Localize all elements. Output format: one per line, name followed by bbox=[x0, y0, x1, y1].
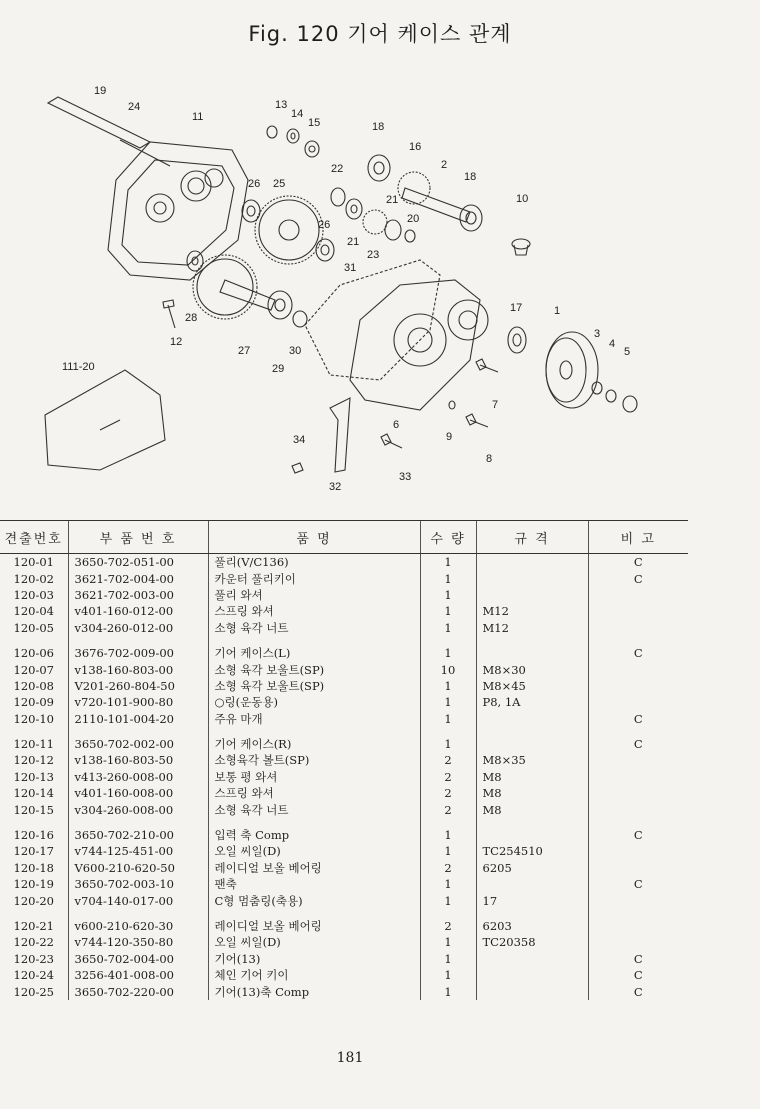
callout-label: 10 bbox=[516, 193, 529, 205]
table-row bbox=[0, 636, 688, 661]
quantity-cell: 1 bbox=[420, 983, 476, 999]
callout-label: 9 bbox=[446, 431, 453, 443]
part-number-cell: v138-160-803-00 bbox=[68, 661, 208, 677]
remarks-cell: C bbox=[588, 983, 688, 999]
table-row bbox=[0, 785, 688, 801]
remarks-cell bbox=[588, 752, 688, 768]
callout-label: 21 bbox=[347, 236, 360, 248]
exploded-parts-diagram bbox=[0, 70, 700, 510]
part-number-cell: 3676-702-009-00 bbox=[68, 636, 208, 661]
table-row bbox=[0, 860, 688, 876]
callout-label: 12 bbox=[170, 336, 183, 348]
table-row bbox=[0, 892, 688, 908]
callout-label: 21 bbox=[386, 194, 399, 206]
spec-cell: 17 bbox=[476, 892, 588, 908]
part-number-cell: 3256-401-008-00 bbox=[68, 967, 208, 983]
part-name-cell: 입력 축 Comp bbox=[208, 818, 420, 843]
spec-cell: 6203 bbox=[476, 909, 588, 934]
table-row bbox=[0, 967, 688, 983]
callout-label: 16 bbox=[409, 141, 422, 153]
table-row bbox=[0, 801, 688, 817]
callout-label: 27 bbox=[238, 345, 251, 357]
part-name-cell: 소형 육각 너트 bbox=[208, 620, 420, 636]
table-row bbox=[0, 983, 688, 999]
part-number-cell: 3650-702-003-10 bbox=[68, 876, 208, 892]
callout-label: 26 bbox=[318, 219, 331, 231]
ref-no-cell: 120-24 bbox=[13, 968, 54, 983]
ref-no-cell: 120-11 bbox=[13, 737, 54, 752]
remarks-cell bbox=[588, 892, 688, 908]
spec-cell: M8×30 bbox=[476, 661, 588, 677]
quantity-cell: 2 bbox=[420, 769, 476, 785]
remarks-cell bbox=[588, 801, 688, 817]
gear-case-left-drawing bbox=[305, 260, 488, 410]
ref-no-cell: 120-23 bbox=[13, 951, 54, 966]
callout-label: 34 bbox=[293, 434, 306, 446]
quantity-cell: 1 bbox=[420, 603, 476, 619]
part-number-cell: v720-101-900-80 bbox=[68, 694, 208, 710]
header-part-name: 품 명 bbox=[208, 521, 420, 554]
callout-label: 22 bbox=[331, 163, 344, 175]
spec-cell bbox=[476, 951, 588, 967]
spec-cell bbox=[476, 727, 588, 752]
table-row bbox=[0, 727, 688, 752]
remarks-cell: C bbox=[588, 554, 688, 571]
callout-label: 8 bbox=[486, 453, 493, 465]
quantity-cell: 2 bbox=[420, 909, 476, 934]
part-number-cell: v413-260-008-00 bbox=[68, 769, 208, 785]
quantity-cell: 1 bbox=[420, 843, 476, 859]
part-name-cell: 소형 육각 너트 bbox=[208, 801, 420, 817]
table-row bbox=[0, 818, 688, 843]
remarks-cell bbox=[588, 843, 688, 859]
part-name-cell: 체인 기어 키이 bbox=[208, 967, 420, 983]
quantity-cell: 1 bbox=[420, 711, 476, 727]
callout-label: 15 bbox=[308, 117, 321, 129]
remarks-cell: C bbox=[588, 570, 688, 586]
callout-label: 2 bbox=[441, 159, 448, 171]
part-name-cell: ○링(운동용) bbox=[208, 694, 420, 710]
ref-no-cell: 120-04 bbox=[13, 604, 54, 619]
spec-cell bbox=[476, 570, 588, 586]
part-number-cell: v744-120-350-80 bbox=[68, 934, 208, 950]
part-name-cell: 풀리(V/C136) bbox=[208, 554, 420, 571]
ref-no-cell: 120-12 bbox=[13, 753, 54, 768]
part-name-cell: 오일 씨일(D) bbox=[208, 934, 420, 950]
quantity-cell: 2 bbox=[420, 860, 476, 876]
table-header-row bbox=[0, 521, 688, 554]
spec-cell bbox=[476, 818, 588, 843]
callout-label: 6 bbox=[393, 419, 400, 431]
callout-label: 4 bbox=[609, 338, 616, 350]
table-row bbox=[0, 711, 688, 727]
part-name-cell: 풀리 와셔 bbox=[208, 587, 420, 603]
part-number-cell: 2110-101-004-20 bbox=[68, 711, 208, 727]
ref-no-cell: 120-17 bbox=[13, 844, 54, 859]
part-number-cell: V201-260-804-50 bbox=[68, 678, 208, 694]
remarks-cell: C bbox=[588, 711, 688, 727]
frame-drawing bbox=[45, 370, 165, 470]
spec-cell bbox=[476, 587, 588, 603]
part-number-cell: v304-260-012-00 bbox=[68, 620, 208, 636]
part-name-cell: C형 멈춤링(축용) bbox=[208, 892, 420, 908]
part-number-cell: v401-160-008-00 bbox=[68, 785, 208, 801]
part-name-cell: 스프링 와셔 bbox=[208, 603, 420, 619]
ref-no-cell: 120-18 bbox=[13, 860, 54, 875]
part-number-cell: v600-210-620-30 bbox=[68, 909, 208, 934]
quantity-cell: 1 bbox=[420, 554, 476, 571]
ref-no-cell: 120-22 bbox=[13, 935, 54, 950]
ref-no-cell: 120-07 bbox=[13, 662, 54, 677]
part-number-cell: v704-140-017-00 bbox=[68, 892, 208, 908]
header-quantity: 수 량 bbox=[420, 521, 476, 554]
spec-cell bbox=[476, 967, 588, 983]
remarks-cell bbox=[588, 860, 688, 876]
spec-cell: 6205 bbox=[476, 860, 588, 876]
quantity-cell: 2 bbox=[420, 785, 476, 801]
callout-label: 14 bbox=[291, 108, 304, 120]
table-row bbox=[0, 909, 688, 934]
table-row bbox=[0, 876, 688, 892]
ref-no-cell: 120-06 bbox=[13, 646, 54, 661]
table-row bbox=[0, 587, 688, 603]
table-row bbox=[0, 620, 688, 636]
spec-cell bbox=[476, 636, 588, 661]
quantity-cell: 10 bbox=[420, 661, 476, 677]
quantity-cell: 1 bbox=[420, 678, 476, 694]
part-name-cell: 카운터 풀리키이 bbox=[208, 570, 420, 586]
ref-no-cell: 120-08 bbox=[13, 678, 54, 693]
part-name-cell: 소형육각 볼트(SP) bbox=[208, 752, 420, 768]
remarks-cell bbox=[588, 603, 688, 619]
part-name-cell: 소형 육각 보울트(SP) bbox=[208, 661, 420, 677]
table-row bbox=[0, 843, 688, 859]
callout-label: 11 bbox=[192, 111, 204, 123]
remarks-cell bbox=[588, 769, 688, 785]
part-name-cell: 기어(13) bbox=[208, 951, 420, 967]
table-row bbox=[0, 554, 688, 571]
part-name-cell: 기어 케이스(R) bbox=[208, 727, 420, 752]
table-row bbox=[0, 570, 688, 586]
callout-label: 25 bbox=[273, 178, 286, 190]
header-remarks: 비 고 bbox=[588, 521, 688, 554]
quantity-cell: 1 bbox=[420, 636, 476, 661]
remarks-cell bbox=[588, 934, 688, 950]
spec-cell: TC20358 bbox=[476, 934, 588, 950]
spec-cell bbox=[476, 983, 588, 999]
gear-25-drawing bbox=[255, 196, 323, 264]
remarks-cell bbox=[588, 661, 688, 677]
remarks-cell: C bbox=[588, 727, 688, 752]
quantity-cell: 1 bbox=[420, 620, 476, 636]
part-number-cell: v744-125-451-00 bbox=[68, 843, 208, 859]
callout-label: 17 bbox=[510, 302, 523, 314]
ref-no-cell: 120-15 bbox=[13, 802, 54, 817]
part-name-cell: 보통 평 와셔 bbox=[208, 769, 420, 785]
callout-label: 29 bbox=[272, 363, 285, 375]
ref-no-cell: 120-16 bbox=[13, 828, 54, 843]
callout-label: 111-20 bbox=[62, 361, 95, 373]
callout-label: 3 bbox=[594, 328, 601, 340]
part-name-cell: 팬축 bbox=[208, 876, 420, 892]
table-row bbox=[0, 769, 688, 785]
spec-cell: M8 bbox=[476, 785, 588, 801]
part-number-cell: v401-160-012-00 bbox=[68, 603, 208, 619]
callout-label: 28 bbox=[185, 312, 198, 324]
callout-label: 18 bbox=[372, 121, 385, 133]
part-number-cell: 3650-702-220-00 bbox=[68, 983, 208, 999]
part-name-cell: 스프링 와셔 bbox=[208, 785, 420, 801]
remarks-cell: C bbox=[588, 636, 688, 661]
spec-cell: M8×35 bbox=[476, 752, 588, 768]
remarks-cell: C bbox=[588, 967, 688, 983]
callout-label: 26 bbox=[248, 178, 261, 190]
fan-shaft-drawing bbox=[48, 97, 170, 166]
callout-label: 19 bbox=[94, 85, 107, 97]
callout-label: 5 bbox=[624, 346, 631, 358]
header-spec: 규 격 bbox=[476, 521, 588, 554]
quantity-cell: 1 bbox=[420, 818, 476, 843]
callout-label: 33 bbox=[399, 471, 412, 483]
quantity-cell: 1 bbox=[420, 934, 476, 950]
table-row bbox=[0, 661, 688, 677]
spec-cell: M12 bbox=[476, 620, 588, 636]
part-number-cell: 3621-702-003-00 bbox=[68, 587, 208, 603]
part-number-cell: V600-210-620-50 bbox=[68, 860, 208, 876]
callout-label: 24 bbox=[128, 101, 141, 113]
quantity-cell: 1 bbox=[420, 892, 476, 908]
table-row bbox=[0, 934, 688, 950]
remarks-cell bbox=[588, 694, 688, 710]
spec-cell: M8 bbox=[476, 769, 588, 785]
table-row bbox=[0, 603, 688, 619]
callout-label: 7 bbox=[492, 399, 499, 411]
parts-list-table bbox=[0, 520, 688, 1000]
part-number-cell: 3650-702-002-00 bbox=[68, 727, 208, 752]
gear-27-drawing bbox=[193, 255, 275, 319]
page-number: 181 bbox=[336, 1050, 364, 1066]
remarks-cell bbox=[588, 587, 688, 603]
spec-cell: TC254510 bbox=[476, 843, 588, 859]
quantity-cell: 1 bbox=[420, 587, 476, 603]
quantity-cell: 1 bbox=[420, 951, 476, 967]
ref-no-cell: 120-10 bbox=[13, 711, 54, 726]
part-name-cell: 레이디얼 보올 베어링 bbox=[208, 860, 420, 876]
callout-label: 31 bbox=[344, 262, 357, 274]
spec-cell bbox=[476, 554, 588, 571]
part-name-cell: 소형 육각 보울트(SP) bbox=[208, 678, 420, 694]
part-number-cell: v138-160-803-50 bbox=[68, 752, 208, 768]
header-part-number: 부 품 번 호 bbox=[68, 521, 208, 554]
quantity-cell: 1 bbox=[420, 876, 476, 892]
ref-no-cell: 120-13 bbox=[13, 769, 54, 784]
callout-label: 23 bbox=[367, 249, 380, 261]
part-name-cell: 주유 마개 bbox=[208, 711, 420, 727]
remarks-cell bbox=[588, 620, 688, 636]
callout-label: 13 bbox=[275, 99, 288, 111]
quantity-cell: 2 bbox=[420, 801, 476, 817]
remarks-cell: C bbox=[588, 951, 688, 967]
part-name-cell: 오일 씨일(D) bbox=[208, 843, 420, 859]
part-name-cell: 레이디얼 보올 베어링 bbox=[208, 909, 420, 934]
spec-cell bbox=[476, 711, 588, 727]
quantity-cell: 1 bbox=[420, 570, 476, 586]
part-number-cell: v304-260-008-00 bbox=[68, 801, 208, 817]
callout-label: 30 bbox=[289, 345, 302, 357]
remarks-cell bbox=[588, 909, 688, 934]
pulley-drawing bbox=[546, 332, 598, 408]
ref-no-cell: 120-19 bbox=[13, 877, 54, 892]
ref-no-cell: 120-20 bbox=[13, 893, 54, 908]
spec-cell: P8, 1A bbox=[476, 694, 588, 710]
spec-cell bbox=[476, 876, 588, 892]
callout-label: 32 bbox=[329, 481, 342, 493]
ref-no-cell: 120-09 bbox=[13, 695, 54, 710]
remarks-cell: C bbox=[588, 818, 688, 843]
spec-cell: M12 bbox=[476, 603, 588, 619]
remarks-cell: C bbox=[588, 876, 688, 892]
table-row bbox=[0, 951, 688, 967]
table-row bbox=[0, 694, 688, 710]
spec-cell: M8×45 bbox=[476, 678, 588, 694]
part-number-cell: 3650-702-210-00 bbox=[68, 818, 208, 843]
table-row bbox=[0, 678, 688, 694]
ref-no-cell: 120-14 bbox=[13, 786, 54, 801]
ref-no-cell: 120-02 bbox=[13, 571, 54, 586]
callout-label: 18 bbox=[464, 171, 477, 183]
ref-no-cell: 120-25 bbox=[13, 984, 54, 999]
part-name-cell: 기어(13)축 Comp bbox=[208, 983, 420, 999]
quantity-cell: 1 bbox=[420, 727, 476, 752]
ref-no-cell: 120-05 bbox=[13, 620, 54, 635]
quantity-cell: 1 bbox=[420, 967, 476, 983]
part-number-cell: 3650-702-004-00 bbox=[68, 951, 208, 967]
remarks-cell bbox=[588, 678, 688, 694]
quantity-cell: 2 bbox=[420, 752, 476, 768]
callout-label: 20 bbox=[407, 213, 420, 225]
part-name-cell: 기어 케이스(L) bbox=[208, 636, 420, 661]
ref-no-cell: 120-01 bbox=[13, 555, 54, 570]
callout-label: 1 bbox=[554, 305, 561, 317]
spec-cell: M8 bbox=[476, 801, 588, 817]
table-row bbox=[0, 752, 688, 768]
part-number-cell: 3621-702-004-00 bbox=[68, 570, 208, 586]
ref-no-cell: 120-03 bbox=[13, 587, 54, 602]
part-number-cell: 3650-702-051-00 bbox=[68, 554, 208, 571]
ref-no-cell: 120-21 bbox=[13, 919, 54, 933]
quantity-cell: 1 bbox=[420, 694, 476, 710]
header-ref-no: 견출번호 bbox=[0, 521, 68, 554]
remarks-cell bbox=[588, 785, 688, 801]
figure-title: Fig. 120 기어 케이스 관계 bbox=[248, 22, 512, 46]
